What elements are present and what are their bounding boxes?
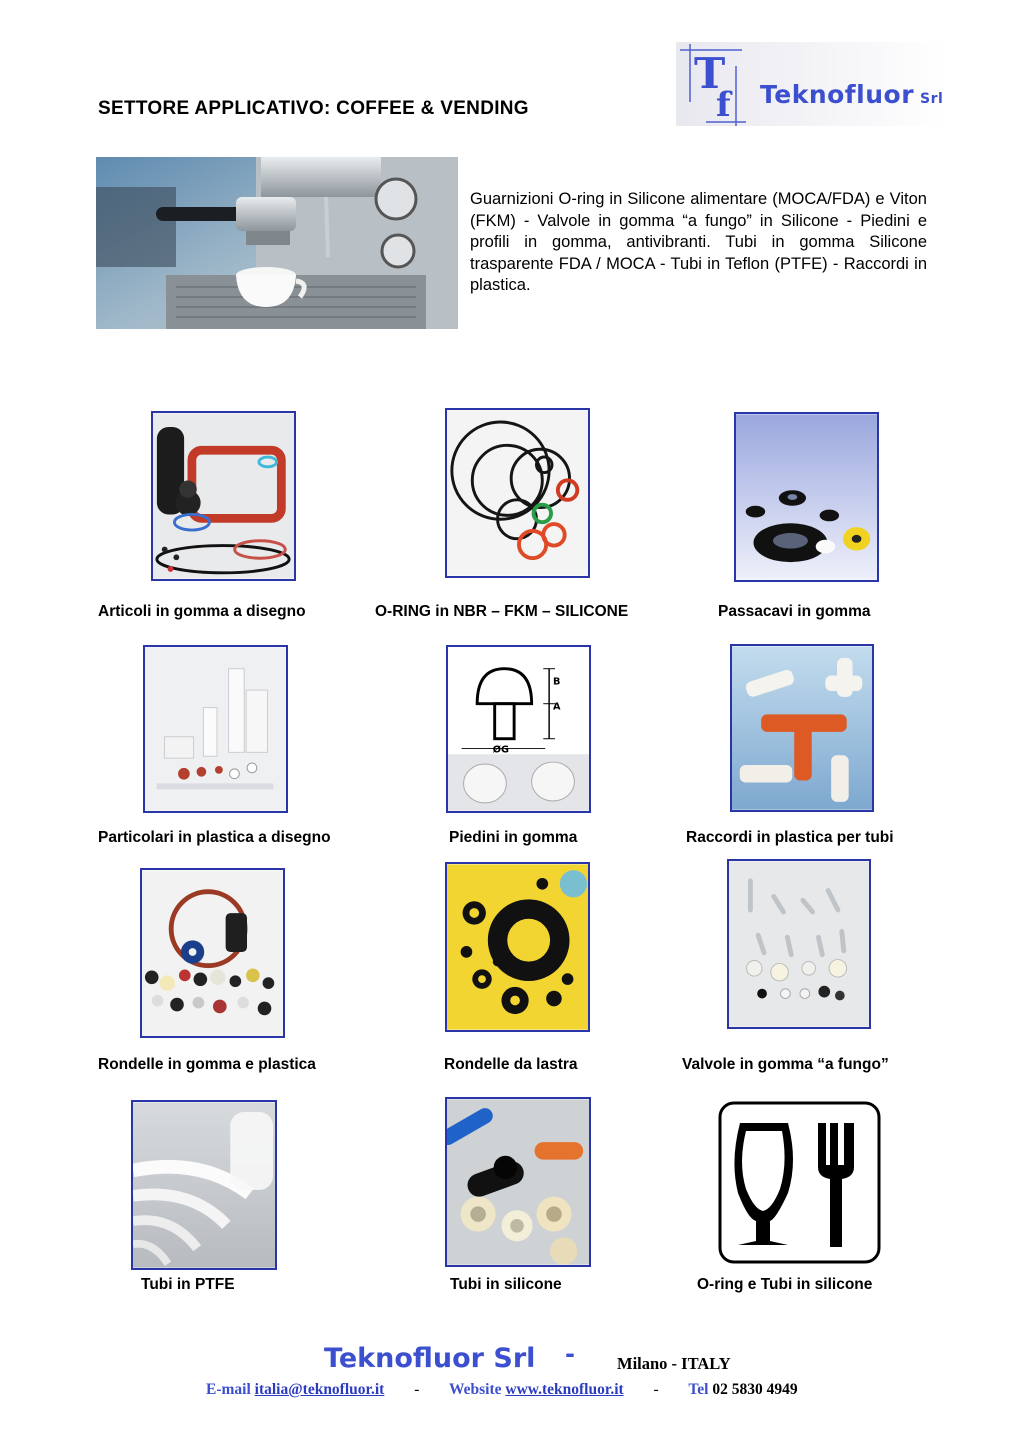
caption-plastic-parts: Particolari in plastica a disegno	[98, 829, 331, 846]
tel-label: Tel	[688, 1381, 709, 1398]
website-link[interactable]: www.teknofluor.it	[505, 1381, 624, 1398]
caption-rubber-feet: Piedini in gomma	[449, 829, 578, 846]
o-rings-photo	[445, 408, 590, 578]
silicone-tubes-photo	[445, 1097, 591, 1267]
footer-contacts	[206, 1381, 798, 1399]
caption-o-rings: O-RING in NBR – FKM – SILICONE	[375, 603, 629, 620]
svg-text:f: f	[716, 85, 731, 125]
plastic-parts-photo	[143, 645, 288, 813]
rubber-parts-photo	[151, 411, 296, 581]
footer-company-name: Teknofluor Srl	[324, 1343, 536, 1374]
washers-photo	[140, 868, 285, 1038]
caption-umbrella-valves: Valvole in gomma “a fungo”	[682, 1056, 889, 1073]
caption-food-safe: O-ring e Tubi in silicone	[697, 1276, 873, 1293]
caption-silicone-tubes: Tubi in silicone	[450, 1276, 562, 1293]
caption-sheet-washers: Rondelle da lastra	[444, 1056, 578, 1073]
intro-paragraph: Guarnizioni O-ring in Silicone alimentare (MOCA/FDA) e Viton (FKM) - Valvole in gomma “a fungo” in Silicone - Piedini e profili in gomma, antivibranti. Tubi in gomma Silicone trasparente FDA / MOCA - Tubi in Teflon (PTFE) - Raccordi in plastica.	[470, 190, 927, 294]
svg-text:A: A	[553, 701, 561, 713]
caption-washers: Rondelle in gomma e plastica	[98, 1056, 316, 1073]
website-label: Website	[448, 1381, 502, 1398]
page-title: SETTORE APPLICATIVO: COFFEE & VENDING	[98, 98, 529, 119]
footer-dash: -	[565, 1340, 575, 1368]
ptfe-tubes-photo	[131, 1100, 277, 1270]
sheet-washers-photo	[445, 862, 590, 1032]
caption-rubber-parts: Articoli in gomma a disegno	[98, 603, 306, 620]
caption-grommets: Passacavi in gomma	[718, 603, 871, 620]
grommets-photo	[734, 412, 879, 582]
caption-ptfe-tubes: Tubi in PTFE	[141, 1276, 235, 1293]
svg-text:T: T	[694, 49, 726, 98]
espresso-machine-photo	[96, 157, 458, 329]
rubber-feet-diagram	[446, 645, 591, 813]
footer-separator: -	[414, 1381, 420, 1398]
food-safe-glass-fork-icon	[718, 1101, 881, 1264]
tel-number: 02 5830 4949	[712, 1381, 798, 1398]
caption-plastic-fittings: Raccordi in plastica per tubi	[686, 829, 894, 846]
logo-wordmark: Teknofluor Srl	[760, 80, 944, 109]
email-label: E-mail	[206, 1381, 251, 1398]
svg-text:ØG: ØG	[492, 744, 509, 756]
footer-location: Milano - ITALY	[617, 1354, 731, 1373]
footer-separator: -	[653, 1381, 659, 1398]
umbrella-valves-photo	[727, 859, 871, 1029]
email-link[interactable]: italia@teknofluor.it	[254, 1381, 385, 1398]
svg-text:B: B	[553, 676, 561, 688]
plastic-fittings-photo	[730, 644, 874, 812]
